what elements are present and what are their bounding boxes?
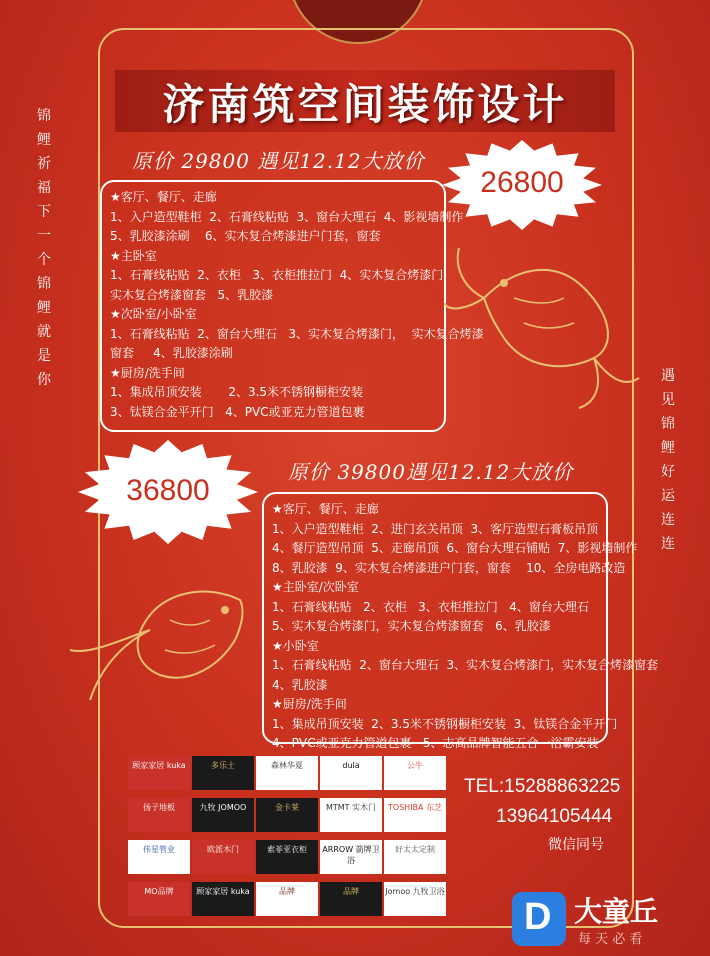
watermark-letter: D [524, 896, 552, 938]
slogan-char: 鲤 [37, 300, 51, 316]
package-section-heading: ★客厅、餐厅、走廊 [110, 190, 217, 204]
slogan-char: 见 [661, 392, 675, 408]
brand-logo: 九牧 JOMOO [192, 798, 254, 832]
slogan-char: 连 [661, 512, 675, 528]
brand-logo: 顾家家居 kuka [192, 882, 254, 916]
package-item-line: 4、乳胶漆 [272, 677, 328, 692]
brand-logo: 好太太定制 [384, 840, 446, 874]
package-section-heading: ★厨房/洗手间 [272, 697, 347, 711]
right-vertical-slogan [658, 364, 678, 556]
slogan-char: 一 [37, 228, 51, 244]
brand-logo: 顾家家居 kuka [128, 756, 190, 790]
brand-logo: 公牛 [384, 756, 446, 790]
brand-logo: 欧派木门 [192, 840, 254, 874]
package-item-line: 1、石膏线粘贴 2、衣柜 3、衣柜推拉门 4、实木复合烤漆门， [110, 268, 456, 282]
slogan-char: 你 [37, 372, 51, 388]
package-item-line: 实木复合烤漆窗套 5、乳胶漆 [110, 287, 274, 302]
offer2-package-card [262, 492, 659, 750]
package-item-line: 4、PVC或亚克力管道包裹 5、志高品牌智能五合一浴霸安装 [272, 736, 599, 750]
package-item-line: 1、石膏线粘贴 2、窗台大理石 3、实木复合烤漆门， 实木复合烤漆 [110, 326, 484, 341]
left-vertical-slogan [34, 104, 54, 392]
phone-number-1: TEL:15288863225 [464, 776, 621, 797]
brand-logo: 品牌 [320, 882, 382, 916]
package-section-heading: ★主卧室/次卧室 [272, 580, 359, 594]
brand-logo: 森林华夏 [256, 756, 318, 790]
slogan-char: 鲤 [661, 440, 675, 456]
slogan-char: 是 [37, 348, 51, 364]
slogan-char: 下 [37, 204, 51, 220]
slogan-char: 好 [661, 464, 675, 480]
watermark-brand: 大童丘 [574, 895, 659, 928]
slogan-char: 鲤 [37, 132, 51, 148]
package-item-line: 5、乳胶漆涂刷 6、实木复合烤漆进户门套，窗套 [110, 229, 381, 243]
package-item-line: 8、乳胶漆 9、实木复合烤漆进户门套，窗套 10、全房电路改造 [272, 560, 626, 575]
package-section-heading: ★厨房/洗手间 [110, 365, 185, 380]
brand-logo: dula [320, 756, 382, 790]
brand-logo: ARROW 箭牌卫浴 [320, 840, 382, 874]
brand-logo: 金卡莱 [256, 798, 318, 832]
slogan-char: 祈 [37, 156, 51, 172]
package-item-line: 1、入户造型鞋柜 2、进门玄关吊顶 3、客厅造型石膏板吊顶 [272, 521, 599, 536]
package-item-line: 1、石膏线粘贴 2、衣柜 3、衣柜推拉门 4、窗台大理石 [272, 599, 589, 614]
poster-title: 济南筑空间装饰设计 [162, 80, 568, 129]
slogan-char: 福 [37, 180, 51, 196]
watermark-tagline: 每 天 必 看 [578, 932, 643, 947]
slogan-char: 运 [661, 488, 675, 504]
package-item-line: 窗套 4、乳胶漆涂刷 [110, 346, 233, 360]
package-item-line: 1、集成吊顶安装 2、3.5米不锈钢橱柜安装 [110, 385, 364, 399]
slogan-char: 连 [661, 536, 675, 552]
package-section-heading: ★小卧室 [272, 638, 319, 653]
package-item-line: 1、入户造型鞋柜 2、石膏线粘贴 3、窗台大理石 4、影视墙制作 [110, 209, 464, 224]
brand-logo: MTMT 实木门 [320, 798, 382, 832]
wechat-note: 微信同号 [548, 836, 604, 852]
watermark-d-icon [512, 892, 566, 946]
offer1-promo: 原价 29800 遇见12.12大放价 [132, 149, 425, 173]
brand-logo: 伟星管业 [128, 840, 190, 874]
slogan-char: 就 [37, 324, 51, 340]
watermark-logo [508, 888, 708, 952]
brand-logo: MO品牌 [128, 882, 190, 916]
package-item-line: 3、钛镁合金平开门 4、PVC或亚克力管道包裹 [110, 404, 365, 419]
slogan-char: 锦 [37, 108, 51, 124]
koi-fish-illustration [444, 228, 644, 418]
slogan-char: 个 [37, 252, 51, 268]
package-section-heading: ★次卧室/小卧室 [110, 307, 197, 321]
phone-number-2: 13964105444 [496, 806, 613, 827]
offer1-package-card [100, 180, 484, 432]
package-item-line: 1、集成吊顶安装 2、3.5米不锈钢橱柜安装 3、钛镁合金平开门 [272, 716, 618, 731]
package-item-line: 5、实木复合烤漆门，实木复合烤漆窗套 6、乳胶漆 [272, 619, 551, 633]
package-item-line: 4、餐厅造型吊顶 5、走廊吊顶 6、窗台大理石铺贴 7、影视墙制作 [272, 541, 638, 555]
package-item-line: 1、石膏线粘贴 2、窗台大理石 3、实木复合烤漆门，实木复合烤漆窗套 [272, 658, 659, 672]
offer1-price: 26800 [480, 166, 564, 199]
package-section-heading: ★客厅、餐厅、走廊 [272, 502, 379, 516]
slogan-char: 遇 [661, 368, 675, 384]
brand-logo: 索菲亚衣柜 [256, 840, 318, 874]
offer2-price: 36800 [126, 474, 210, 507]
brand-logo: Jomoo 九牧卫浴 [384, 882, 446, 916]
brand-logo: 扬子地板 [128, 798, 190, 832]
koi-fish-illustration [60, 570, 270, 710]
slogan-char: 锦 [37, 276, 51, 292]
offer2-promo: 原价 39800遇见12.12大放价 [288, 460, 574, 484]
brand-logo: 品牌 [256, 882, 318, 916]
package-section-heading: ★主卧室 [110, 248, 157, 263]
brand-logo: 多乐士 [192, 756, 254, 790]
slogan-char: 锦 [661, 416, 675, 432]
brand-logo: TOSHIBA 东芝 [384, 798, 446, 832]
